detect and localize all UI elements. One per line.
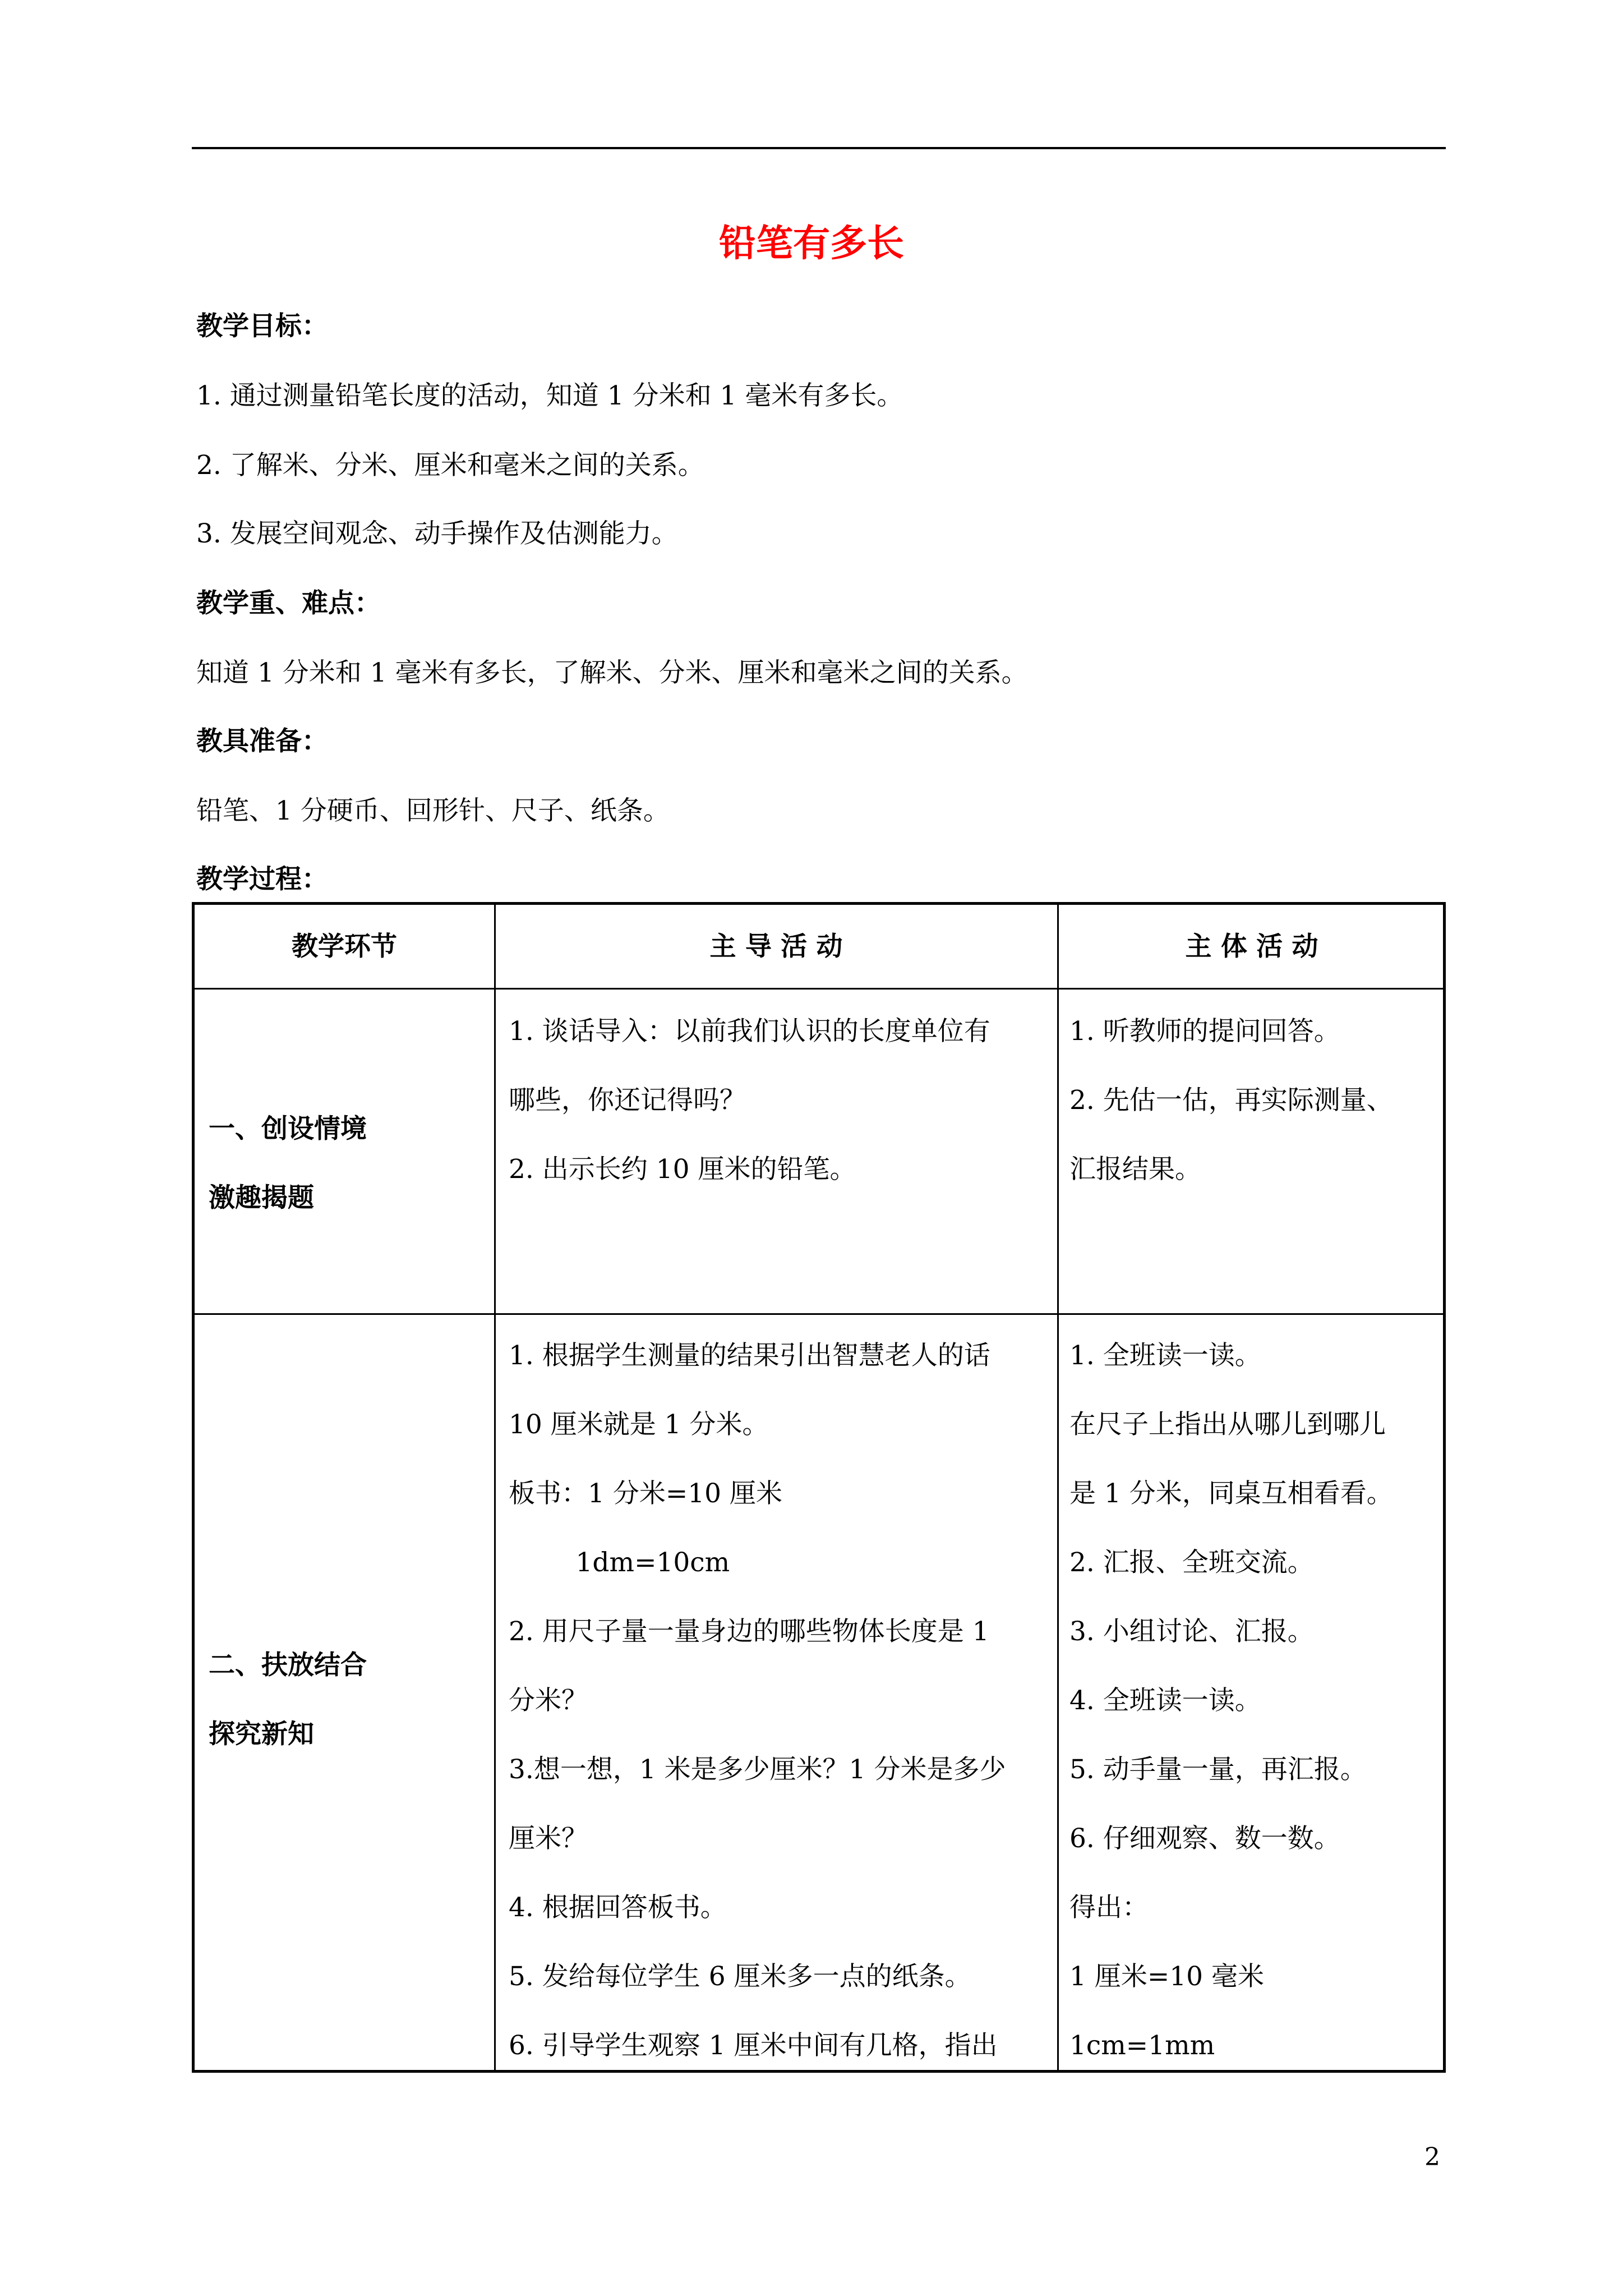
student-activity-line: 2. 汇报、全班交流。 bbox=[1069, 1547, 1314, 1578]
student-activity-line: 4. 全班读一读。 bbox=[1069, 1685, 1261, 1716]
header-stage: 教学环节 bbox=[292, 931, 397, 962]
student-activity-line: 5. 动手量一量，再汇报。 bbox=[1069, 1754, 1367, 1785]
lead-activity-line: 1. 根据学生测量的结果引出智慧老人的话 bbox=[509, 1340, 990, 1371]
lead-activity-line: 板书：1 分米=10 厘米 bbox=[509, 1478, 782, 1509]
student-activity-line: 汇报结果。 bbox=[1069, 1154, 1201, 1185]
key-points-heading: 教学重、难点： bbox=[196, 588, 381, 619]
lead-activity-line: 1. 谈话导入：以前我们认识的长度单位有 bbox=[509, 1016, 990, 1047]
objective-item: 3. 发展空间观念、动手操作及估测能力。 bbox=[196, 518, 678, 549]
student-activity-line: 3. 小组讨论、汇报。 bbox=[1069, 1616, 1314, 1647]
lead-activity-line: 6. 引导学生观察 1 厘米中间有几格，指出 bbox=[509, 2030, 998, 2061]
stage-label: 二、扶放结合 bbox=[209, 1650, 367, 1681]
process-table bbox=[192, 902, 1446, 2073]
stage-label: 探究新知 bbox=[209, 1719, 314, 1750]
document-title: 铅笔有多长 bbox=[719, 221, 904, 265]
lead-activity-line: 哪些，你还记得吗？ bbox=[509, 1085, 746, 1116]
student-activity-line: 得出： bbox=[1069, 1892, 1149, 1923]
student-activity-line: 1. 听教师的提问回答。 bbox=[1069, 1016, 1340, 1047]
student-activity-line: 2. 先估一估，再实际测量、 bbox=[1069, 1085, 1393, 1116]
objective-item: 2. 了解米、分米、厘米和毫米之间的关系。 bbox=[196, 450, 704, 481]
lead-activity-line: 2. 出示长约 10 厘米的铅笔。 bbox=[509, 1154, 856, 1185]
process-heading: 教学过程： bbox=[196, 864, 328, 895]
materials-heading: 教具准备： bbox=[196, 726, 328, 757]
objectives-heading: 教学目标： bbox=[196, 311, 328, 342]
header-lead-activity: 主 导 活 动 bbox=[709, 931, 843, 962]
lead-activity-line: 分米？ bbox=[509, 1685, 588, 1716]
stage-label: 激趣揭题 bbox=[209, 1182, 314, 1213]
lead-activity-line: 2. 用尺子量一量身边的哪些物体长度是 1 bbox=[509, 1616, 989, 1647]
objective-item: 1. 通过测量铅笔长度的活动，知道 1 分米和 1 毫米有多长。 bbox=[196, 380, 903, 411]
student-activity-line: 1. 全班读一读。 bbox=[1069, 1340, 1261, 1371]
header-student-activity: 主 体 活 动 bbox=[1185, 931, 1318, 962]
student-activity-line: 1 厘米=10 毫米 bbox=[1069, 1961, 1264, 1992]
lead-activity-line: 5. 发给每位学生 6 厘米多一点的纸条。 bbox=[509, 1961, 971, 1992]
lead-activity-line: 1dm=10cm bbox=[509, 1547, 730, 1578]
student-activity-line: 是 1 分米，同桌互相看看。 bbox=[1069, 1478, 1393, 1509]
lead-activity-line: 厘米？ bbox=[509, 1823, 588, 1854]
column-divider bbox=[1057, 905, 1059, 2070]
page-number: 2 bbox=[1424, 2143, 1440, 2171]
lead-activity-line: 3.想一想，1 米是多少厘米？1 分米是多少 bbox=[509, 1754, 1006, 1785]
row-divider bbox=[195, 1313, 1443, 1315]
key-points-text: 知道 1 分米和 1 毫米有多长，了解米、分米、厘米和毫米之间的关系。 bbox=[196, 657, 1028, 688]
lead-activity-line: 4. 根据回答板书。 bbox=[509, 1892, 727, 1923]
lead-activity-line: 10 厘米就是 1 分米。 bbox=[509, 1409, 769, 1440]
stage-label: 一、创设情境 bbox=[209, 1114, 367, 1144]
student-activity-line: 在尺子上指出从哪儿到哪儿 bbox=[1069, 1409, 1386, 1440]
header-rule bbox=[192, 147, 1446, 149]
column-divider bbox=[494, 905, 496, 2070]
student-activity-line: 6. 仔细观察、数一数。 bbox=[1069, 1823, 1340, 1854]
student-activity-line: 1cm=1mm bbox=[1069, 2030, 1215, 2061]
materials-text: 铅笔、1 分硬币、回形针、尺子、纸条。 bbox=[196, 795, 670, 826]
